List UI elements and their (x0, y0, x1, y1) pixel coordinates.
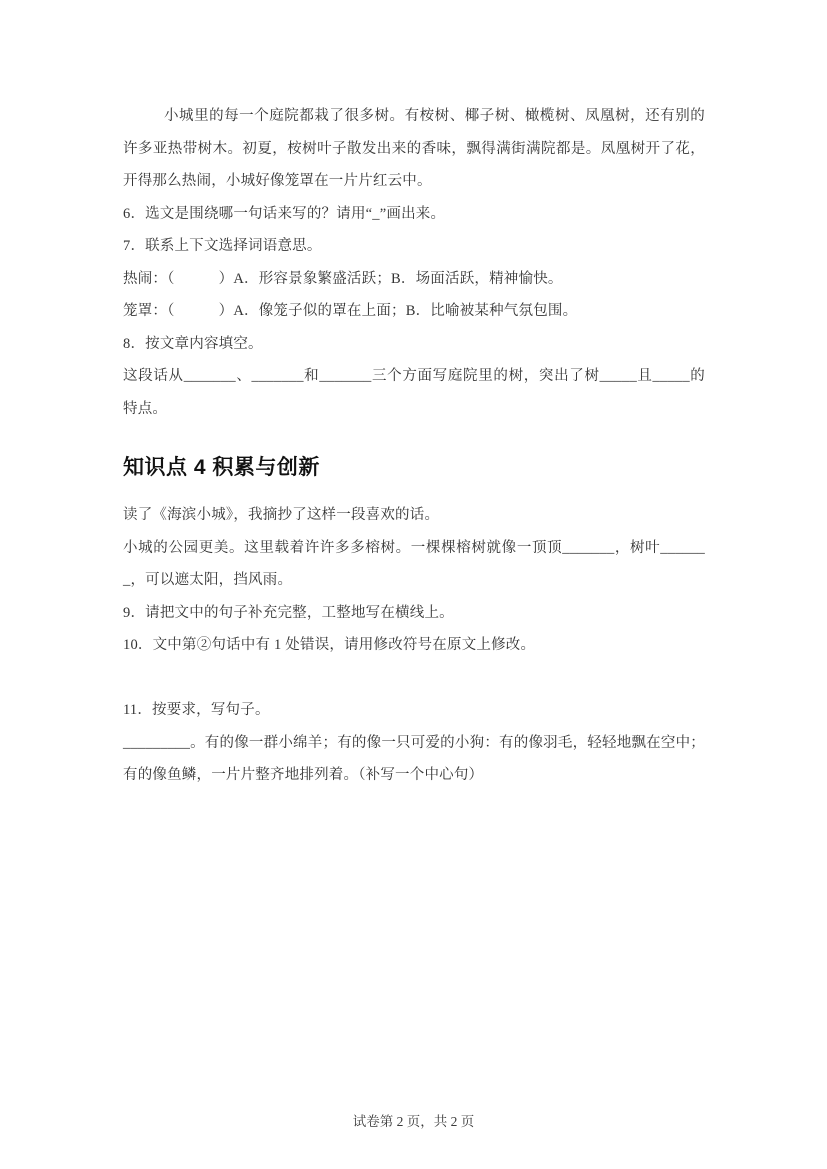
question-11-material: _________。有的像一群小绵羊；有的像一只可爱的小狗：有的像羽毛，轻轻地飘在空中；有的像鱼鳞，一片片整齐地排列着。（补写一个中心句） (123, 734, 705, 783)
question-8-fill-blank: 这段话从_______、_______和_______三个方面写庭院里的树，突出了树_____且_____的特点。 (123, 368, 705, 417)
question-7-choice-renao: 热闹：（ ）A．形容景象繁盛活跃；B．场面活跃，精神愉快。 (123, 270, 563, 287)
page-content (123, 0, 705, 792)
question-11: 11．按要求，写句子。 (123, 702, 270, 718)
question-10: 10．文中第②句话中有 1 处错误，请用修改符号在原文上修改。 (123, 637, 536, 653)
question-9: 9．请把文中的句子补充完整，工整地写在横线上。 (123, 604, 454, 621)
question-6: 6．选文是围绕哪一句话来写的？请用“_”画出来。 (123, 205, 446, 222)
excerpt-intro: 读了《海滨小城》，我摘抄了这样一段喜欢的话。 (123, 507, 440, 523)
excerpt-text: 小城的公园更美。这里载着许许多多榕树。一棵棵榕树就像一顶顶_______，树叶_______，可以遮太阳，挡风雨。 (123, 539, 705, 588)
question-7-choice-longzhao: 笼罩：（ ）A．像笼子似的罩在上面；B．比喻被某种气氛包围。 (123, 303, 578, 319)
question-7: 7．联系上下文选择词语意思。 (123, 238, 322, 254)
reading-passage: 小城里的每一个庭院都栽了很多树。有桉树、椰子树、橄榄树、凤凰树，还有别的许多亚热带树木。初夏，桉树叶子散发出来的香味，飘得满街满院都是。凤凰树开了花，开得那么热闹，小城好像笼罩在一片片红云中。 (123, 108, 705, 189)
section-heading-knowledge-point-4: 知识点 4 积累与创新 (123, 456, 320, 479)
page-footer: 试卷第 2 页，共 2 页 (352, 1114, 475, 1129)
question-8: 8．按文章内容填空。 (123, 335, 263, 352)
